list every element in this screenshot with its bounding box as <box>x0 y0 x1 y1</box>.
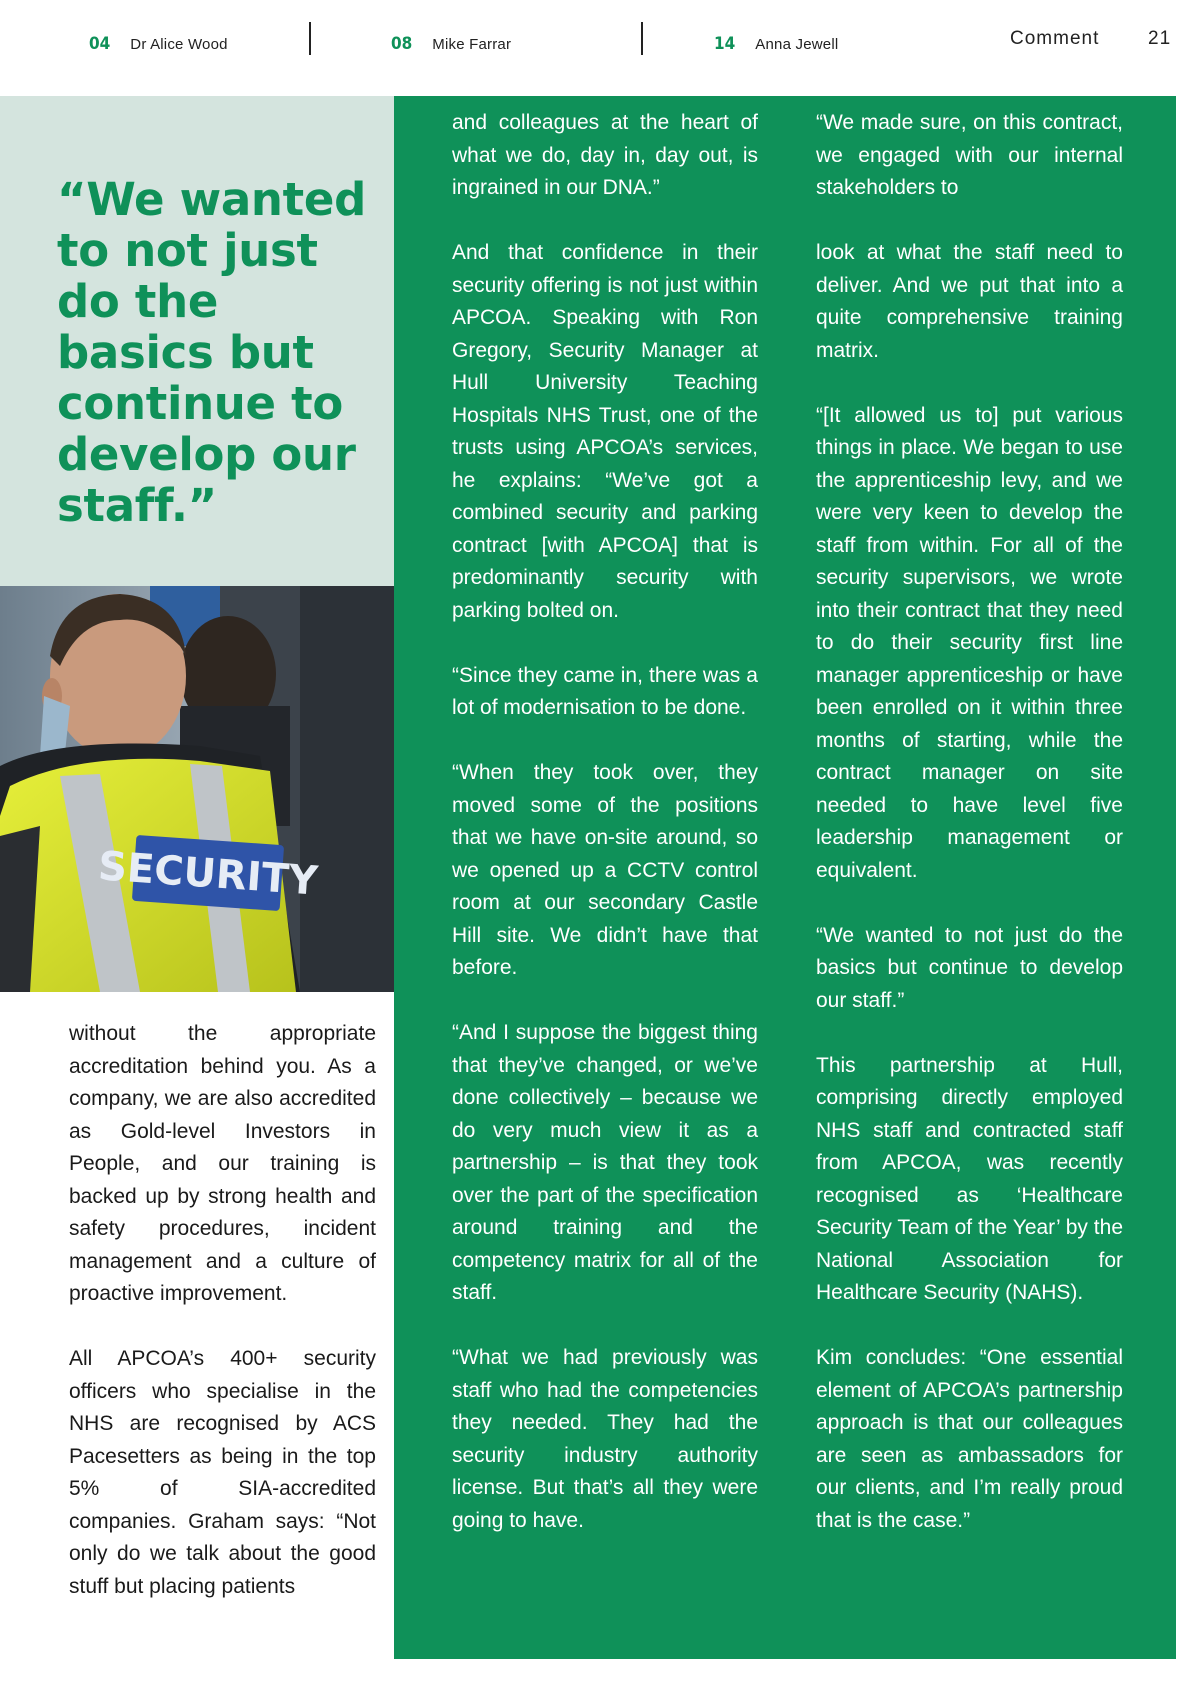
paragraph: look at what the staff need to deliver. And we put that into a quite comprehensive training matrix. <box>816 241 1123 362</box>
article-column-right <box>816 107 1123 1570</box>
paragraph: “And I suppose the biggest thing that they’ve changed, or we’ve done collectively – because we do very much view it as a partnership – is that they took over the part of the specification around training and the competency matrix for all of the staff. <box>452 1021 758 1304</box>
pull-quote: “We wanted to not just do the basics but continue to develop our staff.” <box>57 173 367 532</box>
paragraph: “[It allowed us to] put various things in place. We began to use the apprenticeship levy, and we were very keen to develop the staff from within. For all of the security supervisors, we wrote into their contract that they need to do their security first line manager apprenticeship or have been enrolled on it within three months of starting, while the contract manager on site needed to have level five leadership management or equivalent. <box>816 403 1123 882</box>
page-number: 21 <box>1148 28 1172 49</box>
paragraph: Kim concludes: “One essential element of APCOA’s partnership approach is that our colleagues are seen as ambassadors for our clients, and I’m really proud that is the case.” <box>816 1346 1123 1532</box>
paragraph: “What we had previously was staff who had the competencies they needed. They had the security industry authority license. But that’s all they were going to have. <box>452 1346 758 1532</box>
security-officer-photo <box>0 586 394 992</box>
nav-link-anna-jewell[interactable] <box>714 34 838 54</box>
nav-page-number: 04 <box>89 34 111 54</box>
vest-security-label: SECURITY <box>96 843 320 905</box>
paragraph: “We wanted to not just do the basics but continue to develop our staff.” <box>816 923 1123 1012</box>
page-header <box>0 0 1200 96</box>
nav-author-name: Mike Farrar <box>432 36 512 53</box>
nav-page-number: 14 <box>714 34 736 54</box>
nav-divider <box>641 22 643 55</box>
paragraph: All APCOA’s 400+ security officers who specialise in the NHS are recognised by ACS Pacesetters as being in the top 5% of SIA-accredited companies. Graham says: “Not only do we talk about the good stuff but placing patients <box>69 1347 376 1598</box>
article-column-left <box>69 1018 376 1636</box>
nav-link-mike-farrar[interactable] <box>391 34 511 54</box>
paragraph: “Since they came in, there was a lot of modernisation to be done. <box>452 663 758 719</box>
paragraph: and colleagues at the heart of what we do, day in, day out, is ingrained in our DNA.” <box>452 111 758 199</box>
paragraph: And that confidence in their security offering is not just within APCOA. Speaking with Ron Gregory, Security Manager at Hull University Teaching Hospitals NHS Trust, one of the trusts using APCOA’s services, he explains: “We’ve got a combined security and parking contract [with APCOA] that is predominantly security with parking bolted on. <box>452 241 758 622</box>
paragraph: “We made sure, on this contract, we engaged with our internal stakeholders to <box>816 111 1123 199</box>
nav-page-number: 08 <box>391 34 413 54</box>
nav-divider <box>309 22 311 55</box>
section-title: Comment <box>1010 28 1100 49</box>
paragraph: This partnership at Hull, comprising directly employed NHS staff and contracted staff from APCOA, was recently recognised as ‘Healthcare Security Team of the Year’ by the National Association for Healthcare Security (NAHS). <box>816 1053 1123 1304</box>
paragraph: without the appropriate accreditation behind you. As a company, we are also accredited as Gold-level Investors in People, and our training is backed up by strong health and safety procedures, incident management and a culture of proactive improvement. <box>69 1022 376 1305</box>
nav-author-name: Dr Alice Wood <box>130 36 228 53</box>
paragraph: “When they took over, they moved some of the positions that we have on-site around, so we opened up a CCTV control room at our secondary Castle Hill site. We didn’t have that before. <box>452 761 758 979</box>
nav-author-name: Anna Jewell <box>755 36 839 53</box>
nav-link-dr-alice-wood[interactable] <box>89 34 228 54</box>
article-column-middle <box>452 107 758 1570</box>
